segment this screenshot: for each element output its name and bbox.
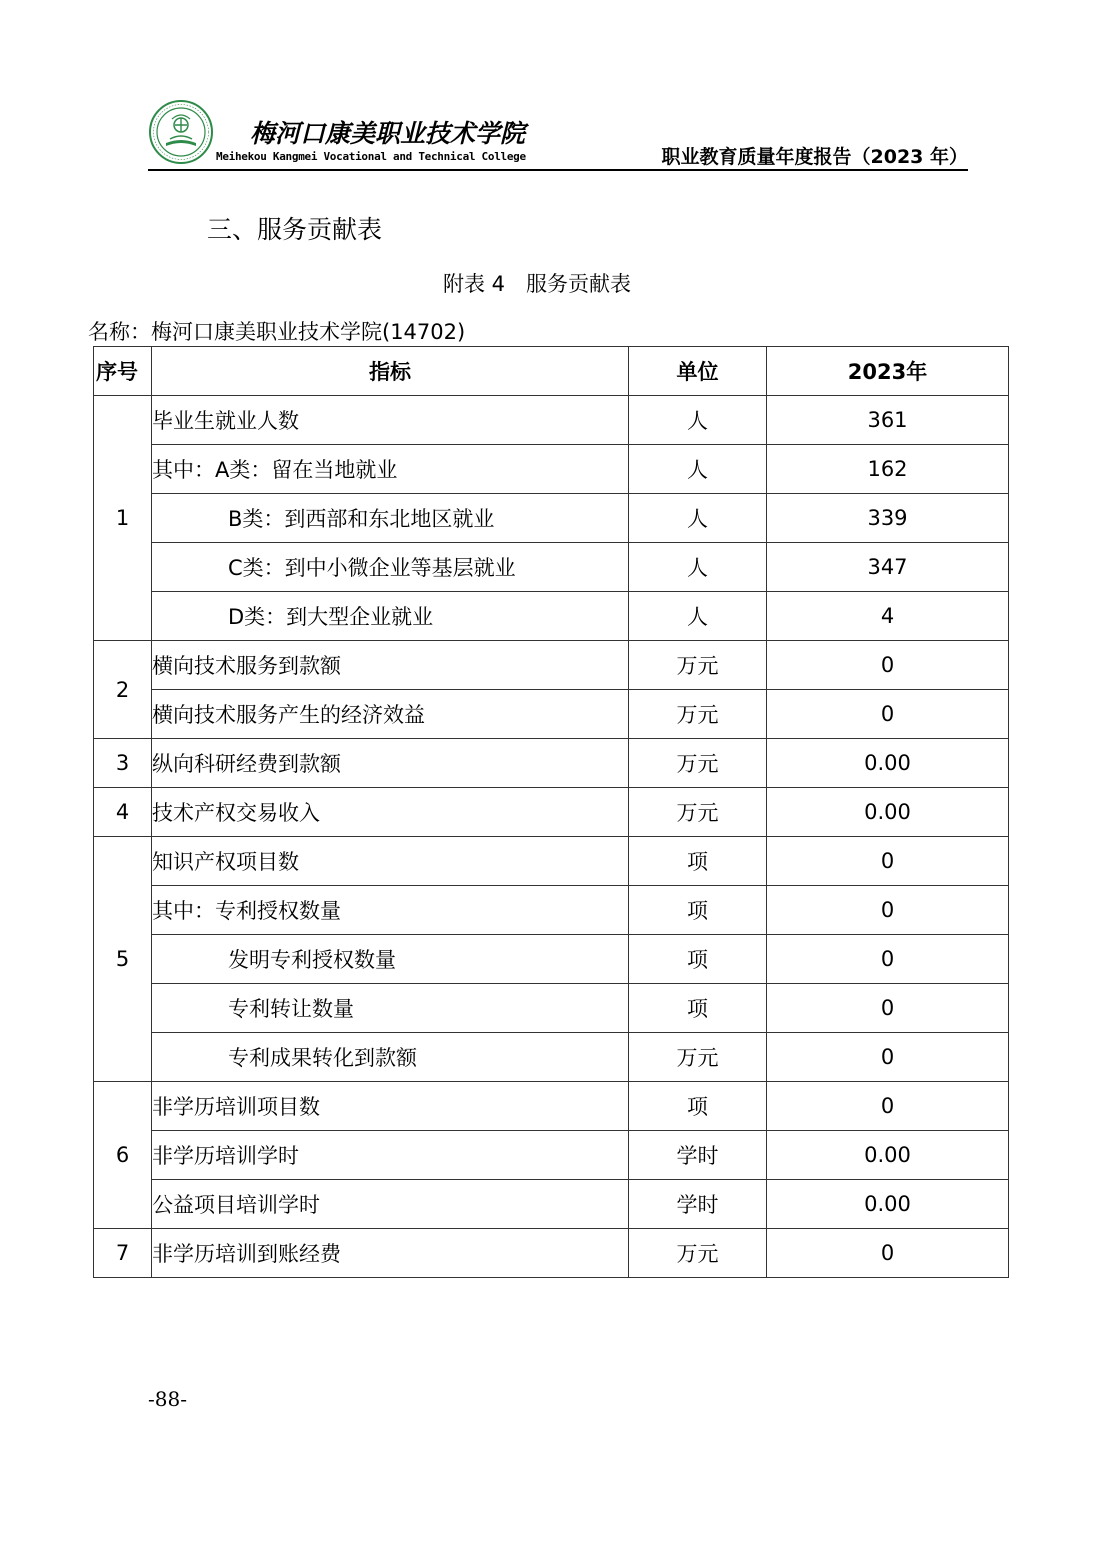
- row-value: 0: [767, 690, 1009, 739]
- row-seq: 5: [94, 837, 152, 1082]
- service-contribution-table: [93, 346, 1009, 1278]
- table-row: [94, 690, 1009, 739]
- row-unit: 项: [629, 984, 767, 1033]
- header-unit: 单位: [629, 347, 767, 396]
- row-value: 0: [767, 984, 1009, 1033]
- header-divider: [148, 169, 968, 171]
- row-unit: 万元: [629, 1033, 767, 1082]
- table-row: [94, 1229, 1009, 1278]
- row-indicator: 非学历培训项目数: [152, 1082, 629, 1131]
- row-value: 0: [767, 935, 1009, 984]
- table-row: [94, 739, 1009, 788]
- row-unit: 万元: [629, 739, 767, 788]
- school-name-cn: 梅河口康美职业技术学院: [250, 119, 526, 148]
- table-body: [94, 396, 1009, 1278]
- row-unit: 万元: [629, 788, 767, 837]
- row-value: 162: [767, 445, 1009, 494]
- table-row: [94, 1180, 1009, 1229]
- row-value: 0: [767, 837, 1009, 886]
- row-indicator: 知识产权项目数: [152, 837, 629, 886]
- row-value: 0.00: [767, 1180, 1009, 1229]
- row-value: 0: [767, 1082, 1009, 1131]
- table-row: [94, 396, 1009, 445]
- row-indicator: 非学历培训到账经费: [152, 1229, 629, 1278]
- row-unit: 项: [629, 886, 767, 935]
- row-value: 339: [767, 494, 1009, 543]
- report-title: 职业教育质量年度报告（2023 年）: [661, 146, 968, 168]
- header-year: 2023年: [767, 347, 1009, 396]
- row-unit: 项: [629, 935, 767, 984]
- row-value: 4: [767, 592, 1009, 641]
- row-indicator: 专利成果转化到款额: [152, 1033, 629, 1082]
- section-heading: 三、服务贡献表: [207, 215, 383, 244]
- row-unit: 人: [629, 396, 767, 445]
- row-value: 0: [767, 886, 1009, 935]
- table-row: [94, 494, 1009, 543]
- row-value: 347: [767, 543, 1009, 592]
- school-logo: [148, 99, 214, 165]
- table-row: [94, 543, 1009, 592]
- table-row: [94, 837, 1009, 886]
- row-indicator: 横向技术服务到款额: [152, 641, 629, 690]
- row-indicator: 横向技术服务产生的经济效益: [152, 690, 629, 739]
- row-indicator: 专利转让数量: [152, 984, 629, 1033]
- table-row: [94, 1131, 1009, 1180]
- row-unit: 项: [629, 1082, 767, 1131]
- row-value: 0.00: [767, 788, 1009, 837]
- row-unit: 人: [629, 592, 767, 641]
- row-indicator: 非学历培训学时: [152, 1131, 629, 1180]
- row-seq: 4: [94, 788, 152, 837]
- table-row: [94, 641, 1009, 690]
- table-row: [94, 1082, 1009, 1131]
- row-indicator: 其中：A类：留在当地就业: [152, 445, 629, 494]
- row-indicator: 纵向科研经费到款额: [152, 739, 629, 788]
- row-seq: 6: [94, 1082, 152, 1229]
- institution-name: 名称：梅河口康美职业技术学院(14702): [88, 320, 466, 344]
- table-row: [94, 788, 1009, 837]
- row-indicator: 其中：专利授权数量: [152, 886, 629, 935]
- row-value: 0: [767, 641, 1009, 690]
- row-value: 0.00: [767, 739, 1009, 788]
- row-unit: 项: [629, 837, 767, 886]
- table-row: [94, 1033, 1009, 1082]
- row-seq: 3: [94, 739, 152, 788]
- row-unit: 人: [629, 445, 767, 494]
- row-indicator: B类：到西部和东北地区就业: [152, 494, 629, 543]
- row-value: 0: [767, 1229, 1009, 1278]
- table-caption: 附表 4 服务贡献表: [443, 272, 632, 296]
- page-header: [148, 96, 968, 172]
- page-number: -88-: [148, 1387, 187, 1411]
- header-seq: 序号: [94, 347, 152, 396]
- table-row: [94, 935, 1009, 984]
- row-indicator: 公益项目培训学时: [152, 1180, 629, 1229]
- row-seq: 7: [94, 1229, 152, 1278]
- school-name-en: Meihekou Kangmei Vocational and Technical College: [216, 150, 526, 163]
- row-indicator: C类：到中小微企业等基层就业: [152, 543, 629, 592]
- row-value: 361: [767, 396, 1009, 445]
- row-seq: 2: [94, 641, 152, 739]
- row-unit: 人: [629, 543, 767, 592]
- row-unit: 万元: [629, 690, 767, 739]
- table-row: [94, 592, 1009, 641]
- row-unit: 人: [629, 494, 767, 543]
- table-row: [94, 886, 1009, 935]
- row-unit: 万元: [629, 1229, 767, 1278]
- row-indicator: 发明专利授权数量: [152, 935, 629, 984]
- row-value: 0.00: [767, 1131, 1009, 1180]
- row-seq: 1: [94, 396, 152, 641]
- table-header-row: [94, 347, 1009, 396]
- table-row: [94, 984, 1009, 1033]
- row-unit: 万元: [629, 641, 767, 690]
- row-indicator: D类：到大型企业就业: [152, 592, 629, 641]
- table-row: [94, 445, 1009, 494]
- row-indicator: 技术产权交易收入: [152, 788, 629, 837]
- row-indicator: 毕业生就业人数: [152, 396, 629, 445]
- row-value: 0: [767, 1033, 1009, 1082]
- row-unit: 学时: [629, 1180, 767, 1229]
- row-unit: 学时: [629, 1131, 767, 1180]
- header-indicator: 指标: [152, 347, 629, 396]
